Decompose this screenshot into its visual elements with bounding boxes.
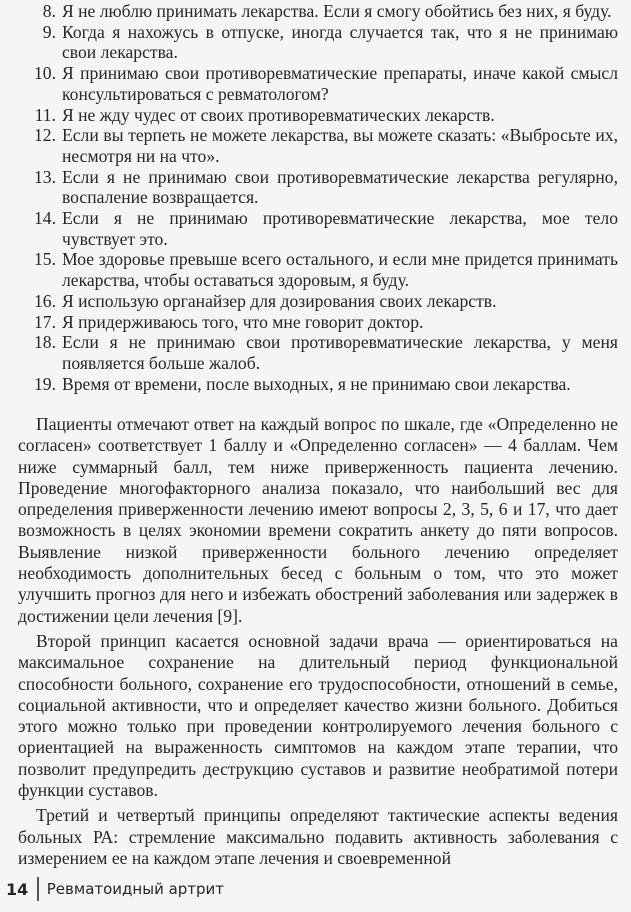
body-text — [18, 414, 618, 869]
list-item-text: Я использую органайзер для дозирования своих лекарств. — [62, 290, 497, 311]
list-item-text: Если вы терпеть не можете лекарства, вы можете сказать: «Выбросьте их, несмотря ни на что». — [62, 125, 618, 166]
list-item — [18, 125, 618, 166]
list-item-text: Я не люблю принимать лекарства. Если я смогу обойтись без них, я буду. — [62, 1, 612, 21]
list-item — [18, 332, 618, 373]
list-item — [18, 63, 618, 104]
list-item-number: 15. — [34, 249, 56, 270]
list-item-text: Если я не принимаю свои противоревматические лекарства регулярно, воспаление возвращается. — [62, 166, 618, 208]
list-item — [18, 1, 618, 22]
list-item-number: 19. — [34, 373, 56, 394]
list-item-text: Мое здоровье превыше всего остального, и если мне придется принимать лекарства, чтобы оставаться здоровым, я буду. — [62, 249, 618, 291]
list-item-number: 8. — [42, 1, 56, 21]
footer-divider — [37, 877, 39, 901]
running-title: Ревматоидный артрит — [46, 880, 225, 898]
paragraph: Второй принцип касается основной задачи врача — ориентироваться на максимальное сохранение на длительный период функциональной способности больного, сохранение его трудоспособности, отношений в семье, социальной активности, что и определяет качество жизни больного. Добиться этого можно только при проведении контролируемого лечения больного с ориентацией на выраженность симптомов на каждом этапе терапии, что позволит предупредить деструкцию суставов и развитие необратимой потери функции суставов. — [18, 630, 618, 801]
list-item-number: 11. — [34, 104, 56, 125]
list-item — [18, 312, 618, 333]
list-item-text: Я придерживаюсь того, что мне говорит доктор. — [62, 311, 424, 332]
list-item-number: 12. — [34, 125, 56, 146]
list-item-number: 17. — [34, 311, 56, 332]
list-item-text: Я принимаю свои противоревматические препараты, иначе какой смысл консультироваться с ревматологом? — [62, 63, 618, 104]
list-item — [18, 167, 618, 208]
list-item-text: Если я не принимаю противоревматические лекарства, мое тело чувствует это. — [62, 208, 618, 249]
list-item — [18, 105, 618, 126]
list-item-number: 13. — [34, 166, 56, 187]
list-item-text: Я не жду чудес от своих противоревматических лекарств. — [62, 104, 495, 125]
list-item-number: 18. — [34, 332, 56, 353]
list-item — [18, 374, 618, 395]
list-item-number: 16. — [34, 290, 56, 311]
list-item — [18, 208, 618, 249]
list-item — [18, 249, 618, 290]
page-footer — [6, 877, 224, 901]
paragraph: Третий и четвертый принципы определяют тактические аспекты ведения больных РА: стремление максимально подавить активность заболевания с измерением ее на каждом этапе лечения и своевременной — [18, 805, 618, 868]
list-item-number: 9. — [42, 21, 56, 42]
list-item — [18, 22, 618, 63]
page-number: 14 — [6, 879, 29, 899]
list-item-number: 14. — [34, 208, 56, 229]
questionnaire-list — [18, 1, 618, 394]
list-item-number: 10. — [34, 63, 56, 84]
list-item-text: Когда я нахожусь в отпуске, иногда случается так, что я не принимаю свои лекарства. — [62, 21, 618, 63]
list-item-text: Если я не принимаю свои противоревматические лекарства, у меня появляется больше жалоб. — [62, 332, 618, 373]
list-item — [18, 291, 618, 312]
paragraph: Пациенты отмечают ответ на каждый вопрос по шкале, где «Определенно не согласен» соответствует 1 баллу и «Определенно согласен» — 4 баллам. Чем ниже суммарный балл, тем ниже приверженность пациента лечению. Проведение многофакторного анализа показало, что наибольший вес для определения приверженности лечению имеют вопросы 2, 3, 5, 6 и 17, что дает возможность в целях экономии времени сократить анкету до пяти вопросов. Выявление низкой приверженности больного лечению определяет необходимость дополнительных бесед с больным о том, что это может улучшить прогноз для него и избежать обострений заболевания или задержек в достижении цели лечения [9]. — [18, 414, 618, 626]
list-item-text: Время от времени, после выходных, я не принимаю свои лекарства. — [62, 373, 571, 394]
